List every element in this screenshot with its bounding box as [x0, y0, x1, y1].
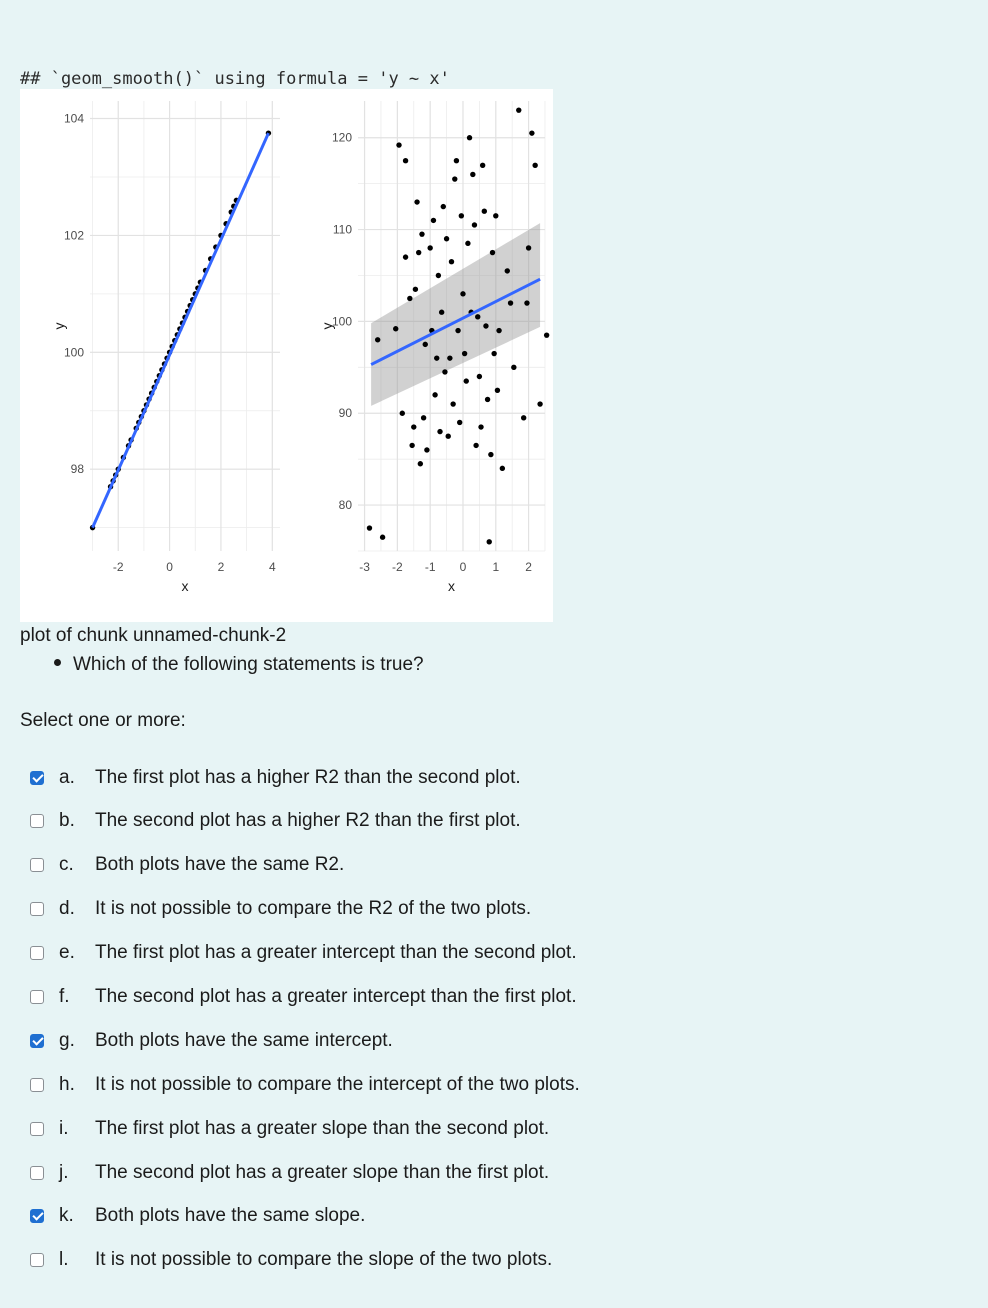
option-letter: a. — [59, 767, 75, 788]
x-tick-label: 0 — [166, 560, 173, 574]
data-point — [432, 392, 437, 397]
y-tick-label: 120 — [331, 130, 352, 145]
data-point — [413, 287, 418, 292]
data-point — [472, 222, 477, 227]
data-point — [485, 397, 490, 402]
option-text: The first plot has a greater slope than the second plot. — [95, 1118, 550, 1139]
select-instruction: Select one or more: — [20, 710, 186, 731]
data-point — [447, 355, 452, 360]
bullet-icon — [54, 659, 61, 666]
option-letter: b. — [59, 810, 75, 831]
data-point — [431, 218, 436, 223]
option-letter: f. — [59, 986, 70, 1007]
x-tick-label: -2 — [392, 560, 403, 574]
y-axis-label: y — [51, 322, 67, 330]
option-checkbox[interactable] — [30, 1122, 44, 1136]
data-point — [423, 342, 428, 347]
x-axis-label: x — [448, 578, 455, 594]
x-tick-label: 4 — [268, 560, 276, 574]
data-point — [436, 273, 441, 278]
data-point — [516, 107, 521, 112]
y-tick-label: 80 — [338, 498, 352, 513]
data-point — [483, 323, 488, 328]
data-point — [490, 250, 495, 255]
data-point — [526, 245, 531, 250]
x-tick-label: -3 — [359, 560, 370, 574]
option-letter: k. — [59, 1205, 74, 1226]
option-h[interactable] — [30, 1071, 670, 1099]
y-tick-label: 100 — [63, 345, 84, 360]
data-point — [411, 424, 416, 429]
option-checkbox[interactable] — [30, 858, 44, 872]
data-point — [475, 314, 480, 319]
y-tick-label: 104 — [63, 111, 84, 126]
y-tick-label: 102 — [63, 228, 84, 243]
plot-caption: plot of chunk unnamed-chunk-2 — [20, 625, 287, 646]
x-tick-label: 2 — [525, 560, 532, 574]
data-point — [511, 365, 516, 370]
data-point — [400, 411, 405, 416]
y-axis-label: y — [319, 322, 335, 330]
data-point — [450, 401, 455, 406]
data-point — [493, 213, 498, 218]
data-point — [537, 401, 542, 406]
x-tick-label: 1 — [492, 560, 500, 574]
data-point — [467, 135, 472, 140]
x-tick-label: -2 — [112, 560, 124, 574]
question-item — [54, 654, 424, 676]
data-point — [496, 328, 501, 333]
data-point — [418, 461, 423, 466]
option-text: The first plot has a greater intercept than the second plot. — [95, 942, 577, 963]
option-j[interactable] — [30, 1159, 670, 1187]
confidence-band — [371, 223, 540, 406]
data-point — [487, 539, 492, 544]
data-point — [470, 172, 475, 177]
option-c[interactable] — [30, 851, 670, 879]
data-point — [427, 245, 432, 250]
option-letter: j. — [59, 1162, 69, 1183]
data-point — [473, 443, 478, 448]
data-point — [444, 236, 449, 241]
option-checkbox[interactable] — [30, 771, 44, 785]
data-point — [508, 300, 513, 305]
y-tick-label: 110 — [332, 222, 352, 237]
option-checkbox[interactable] — [30, 1034, 44, 1048]
data-point — [488, 452, 493, 457]
data-point — [409, 443, 414, 448]
data-point — [375, 337, 380, 342]
data-point — [464, 378, 469, 383]
option-checkbox[interactable] — [30, 1253, 44, 1267]
option-checkbox[interactable] — [30, 1078, 44, 1092]
data-point — [419, 231, 424, 236]
option-d[interactable] — [30, 895, 670, 923]
chart-right — [20, 89, 553, 622]
option-text: It is not possible to compare the intercept of the two plots. — [95, 1074, 580, 1095]
data-point — [442, 369, 447, 374]
option-letter: i. — [59, 1118, 69, 1139]
y-tick-label: 98 — [70, 462, 84, 477]
option-l[interactable] — [30, 1246, 670, 1274]
option-i[interactable] — [30, 1115, 670, 1143]
data-point — [460, 291, 465, 296]
option-checkbox[interactable] — [30, 1209, 44, 1223]
data-point — [478, 424, 483, 429]
data-point — [421, 415, 426, 420]
option-letter: c. — [59, 854, 74, 875]
x-tick-label: -1 — [424, 560, 436, 574]
data-point — [393, 326, 398, 331]
data-point — [452, 176, 457, 181]
data-point — [416, 250, 421, 255]
option-b[interactable] — [30, 807, 670, 835]
x-tick-label: 0 — [459, 560, 467, 574]
option-f[interactable] — [30, 983, 670, 1011]
data-point — [459, 213, 464, 218]
data-point — [396, 142, 401, 147]
option-a[interactable] — [30, 764, 670, 792]
option-checkbox[interactable] — [30, 1166, 44, 1180]
option-letter: d. — [59, 898, 75, 919]
option-e[interactable] — [30, 939, 670, 967]
data-point — [465, 241, 470, 246]
option-letter: l. — [59, 1249, 69, 1270]
data-point — [424, 447, 429, 452]
option-letter: e. — [59, 942, 75, 963]
option-letter: g. — [59, 1030, 75, 1051]
data-point — [407, 296, 412, 301]
data-point — [462, 351, 467, 356]
option-checkbox[interactable] — [30, 814, 44, 828]
data-point — [544, 332, 549, 337]
data-point — [437, 429, 442, 434]
x-axis-label: x — [181, 578, 189, 594]
x-tick-label: 2 — [217, 560, 225, 574]
data-point — [500, 466, 505, 471]
question-text: Which of the following statements is true? — [73, 654, 424, 675]
data-point — [524, 300, 529, 305]
option-checkbox[interactable] — [30, 946, 44, 960]
data-point — [367, 525, 372, 530]
data-point — [403, 158, 408, 163]
data-point — [480, 163, 485, 168]
data-point — [529, 130, 534, 135]
option-text: Both plots have the same slope. — [95, 1205, 366, 1226]
option-letter: h. — [59, 1074, 75, 1095]
data-point — [521, 415, 526, 420]
option-text: The second plot has a higher R2 than the first plot. — [95, 810, 521, 831]
data-point — [457, 420, 462, 425]
option-text: Both plots have the same intercept. — [95, 1030, 393, 1051]
data-point — [454, 158, 459, 163]
option-checkbox[interactable] — [30, 902, 44, 916]
option-text: The second plot has a greater slope than the first plot. — [95, 1162, 550, 1183]
data-point — [491, 351, 496, 356]
option-checkbox[interactable] — [30, 990, 44, 1004]
y-tick-label: 100 — [331, 314, 352, 329]
data-point — [380, 535, 385, 540]
option-g[interactable] — [30, 1027, 670, 1055]
console-line: ## `geom_smooth()` using formula = 'y ~ x' — [20, 69, 450, 89]
option-text: The first plot has a higher R2 than the second plot. — [95, 767, 521, 788]
data-point — [477, 374, 482, 379]
data-point — [414, 199, 419, 204]
data-point — [439, 310, 444, 315]
data-point — [505, 268, 510, 273]
data-point — [495, 388, 500, 393]
option-text: Both plots have the same R2. — [95, 854, 345, 875]
data-point — [449, 259, 454, 264]
option-text: The second plot has a greater intercept than the first plot. — [95, 986, 577, 1007]
option-text: It is not possible to compare the R2 of the two plots. — [95, 898, 532, 919]
option-text: It is not possible to compare the slope of the two plots. — [95, 1249, 553, 1270]
data-point — [434, 355, 439, 360]
data-point — [532, 163, 537, 168]
data-point — [403, 254, 408, 259]
data-point — [455, 328, 460, 333]
option-k[interactable] — [30, 1202, 670, 1230]
plot-figure — [20, 89, 553, 622]
data-point — [441, 204, 446, 209]
data-point — [482, 209, 487, 214]
y-tick-label: 90 — [338, 406, 352, 421]
data-point — [446, 434, 451, 439]
